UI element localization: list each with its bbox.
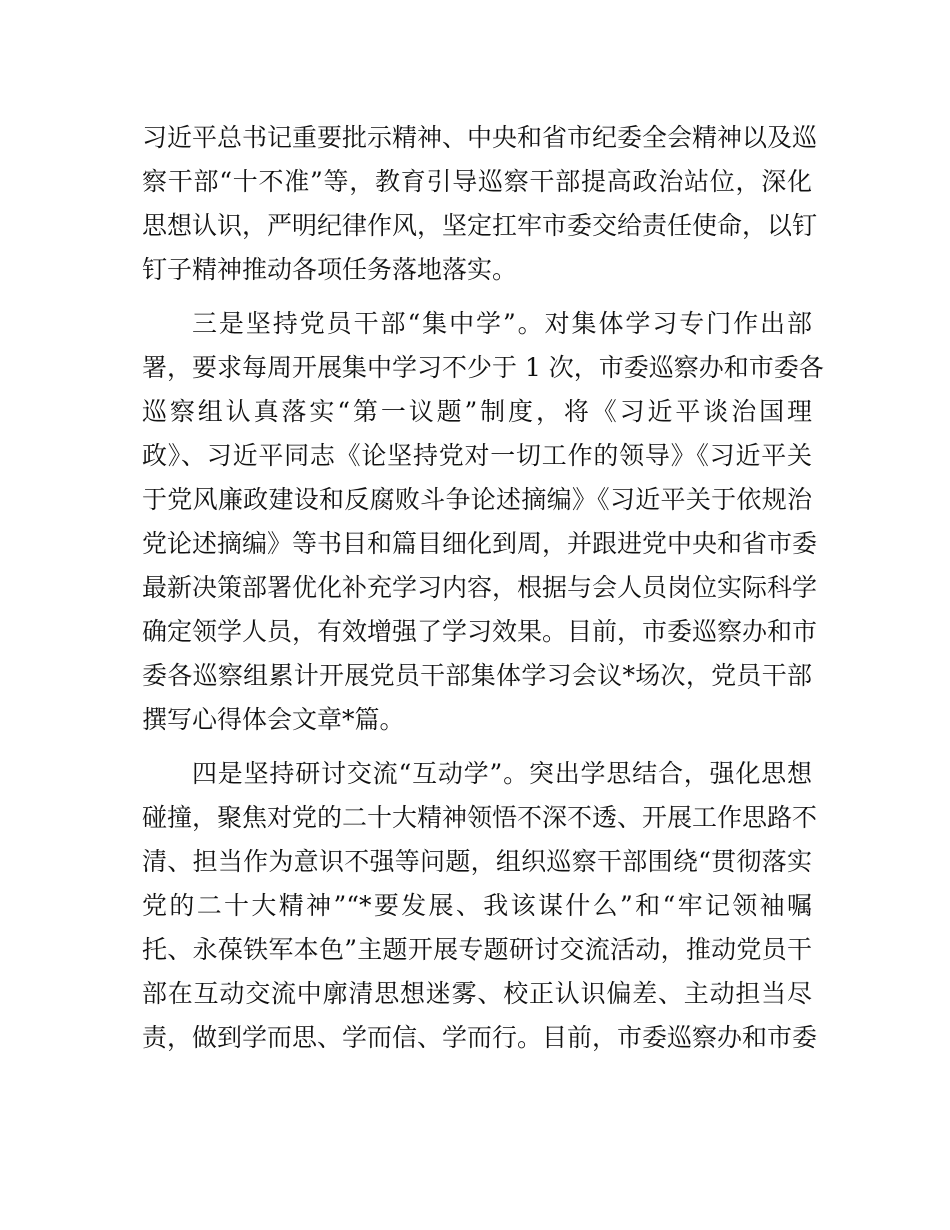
text-line: 党论述摘编》等书目和篇目细化到周，并跟进党中央和省市委 [142, 529, 818, 558]
text-line: 巡察组认真落实“第一议题”制度，将《习近平谈治国理 [142, 397, 812, 426]
text-line: 清、担当作为意识不强等问题，组织巡察干部围绕“贯彻落实 [142, 847, 812, 876]
text-line: 于党风廉政建设和反腐败斗争论述摘编》《习近平关于依规治 [142, 485, 812, 514]
text-line: 托、永葆铁军本色”主题开展专题研讨交流活动，推动党员干 [142, 935, 812, 964]
text-line: 政》、习近平同志《论坚持党对一切工作的领导》《习近平关 [142, 441, 812, 470]
text-line: 党的二十大精神”“*要发展、我该谋什么”和“牢记领袖嘱 [142, 891, 812, 920]
text-line: 责，做到学而思、学而信、学而行。目前，市委巡察办和市委 [142, 1023, 818, 1052]
text-line: 署，要求每周开展集中学习不少于 1 次，市委巡察办和市委各 [142, 353, 824, 382]
text-line: 委各巡察组累计开展党员干部集体学习会议*场次，党员干部 [142, 661, 812, 690]
text-line: 确定领学人员，有效增强了学习效果。目前，市委巡察办和市 [142, 617, 818, 646]
text-line: 最新决策部署优化补充学习内容，根据与会人员岗位实际科学 [142, 573, 818, 602]
text-line: 碰撞，聚焦对党的二十大精神领悟不深不透、开展工作思路不 [142, 803, 818, 832]
paragraph-first-line: 四是坚持研讨交流“互动学”。突出学思结合，强化思想 [192, 759, 812, 788]
text-line: 察干部“十不准”等，教育引导巡察干部提高政治站位，深化 [142, 167, 812, 196]
text-line: 部在互动交流中廓清思想迷雾、校正认识偏差、主动担当尽 [142, 979, 812, 1008]
text-line: 钉子精神推动各项任务落地落实。 [142, 255, 518, 284]
paragraph-first-line: 三是坚持党员干部“集中学”。对集体学习专门作出部 [192, 309, 812, 338]
text-line: 思想认识，严明纪律作风，坚定扛牢市委交给责任使命，以钉 [142, 211, 818, 240]
text-line: 撰写心得体会文章*篇。 [142, 705, 405, 734]
text-line: 习近平总书记重要批示精神、中央和省市纪委全会精神以及巡 [142, 123, 818, 152]
